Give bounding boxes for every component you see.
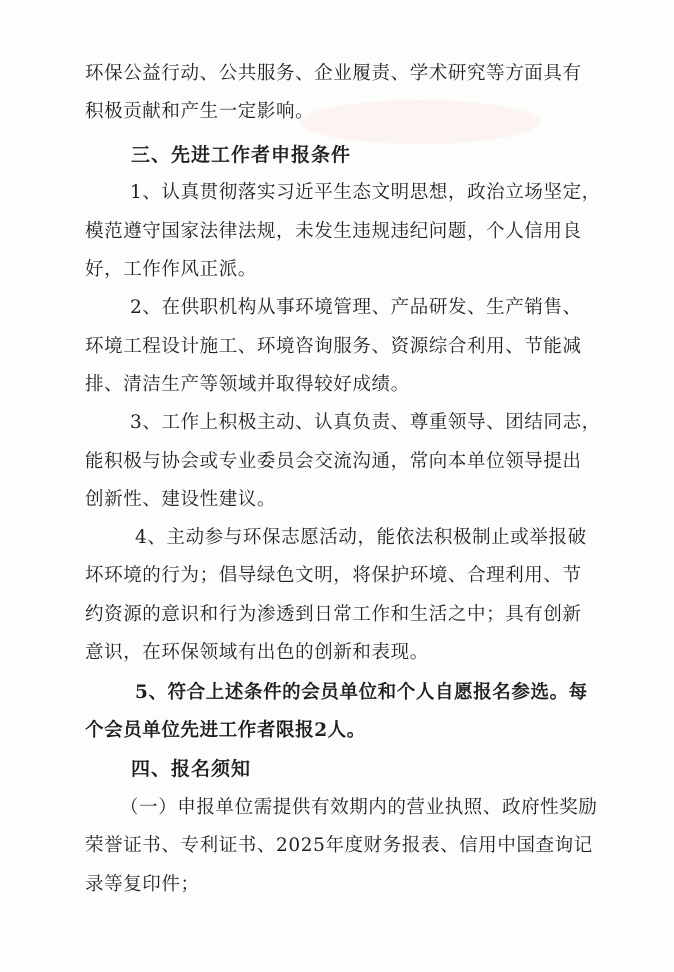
- text-line-6: 好，工作作风正派。: [85, 259, 257, 280]
- text-line-7: 2、在供职机构从事环境管理、产品研发、生产销售、: [130, 297, 582, 318]
- text-line-8: 环境工程设计施工、环境咨询服务、资源综合利用、节能减: [85, 336, 582, 357]
- text-line-1: 环保公益行动、公共服务、企业履责、学术研究等方面具有: [85, 63, 582, 84]
- text-line-14: 坏环境的行为；倡导绿色文明，将保护环境、合理利用、节: [85, 565, 582, 586]
- text-line-11: 能积极与协会或专业委员会交流沟通，常向本单位领导提出: [85, 451, 582, 472]
- section-heading-3: 三、先进工作者申报条件: [131, 144, 352, 166]
- text-line-13: 4、主动参与环保志愿活动，能依法积极制止或举报破: [135, 527, 587, 548]
- text-line-2: 积极贡献和产生一定影响。: [85, 101, 315, 122]
- text-line-5: 模范遵守国家法律法规，未发生违规违纪问题，个人信用良: [85, 221, 582, 242]
- text-line-15: 约资源的意识和行为渗透到日常工作和生活之中；具有创新: [85, 604, 582, 625]
- text-line-10: 3、工作上积极主动、认真负责、尊重领导、团结同志，: [130, 412, 601, 433]
- text-line-18: 个会员单位先进工作者限报2人。: [85, 720, 366, 741]
- text-line-4: 1、认真贯彻落实习近平生态文明思想，政治立场坚定，: [130, 182, 601, 203]
- faint-stamp-mark: [300, 100, 540, 144]
- text-line-22: 录等复印件；: [85, 874, 200, 895]
- text-line-9: 排、清洁生产等领域并取得较好成绩。: [85, 374, 410, 395]
- text-line-17: 5、符合上述条件的会员单位和个人自愿报名参选。每: [135, 682, 588, 703]
- text-line-12: 创新性、建设性建议。: [85, 489, 277, 510]
- text-line-21: 荣誉证书、专利证书、2025年度财务报表、信用中国查询记: [85, 835, 593, 856]
- text-line-16: 意识，在环保领域有出色的创新和表现。: [85, 642, 429, 663]
- text-line-20: （一）申报单位需提供有效期内的营业执照、政府性奖励: [120, 797, 598, 818]
- section-heading-4: 四、报名须知: [131, 758, 252, 780]
